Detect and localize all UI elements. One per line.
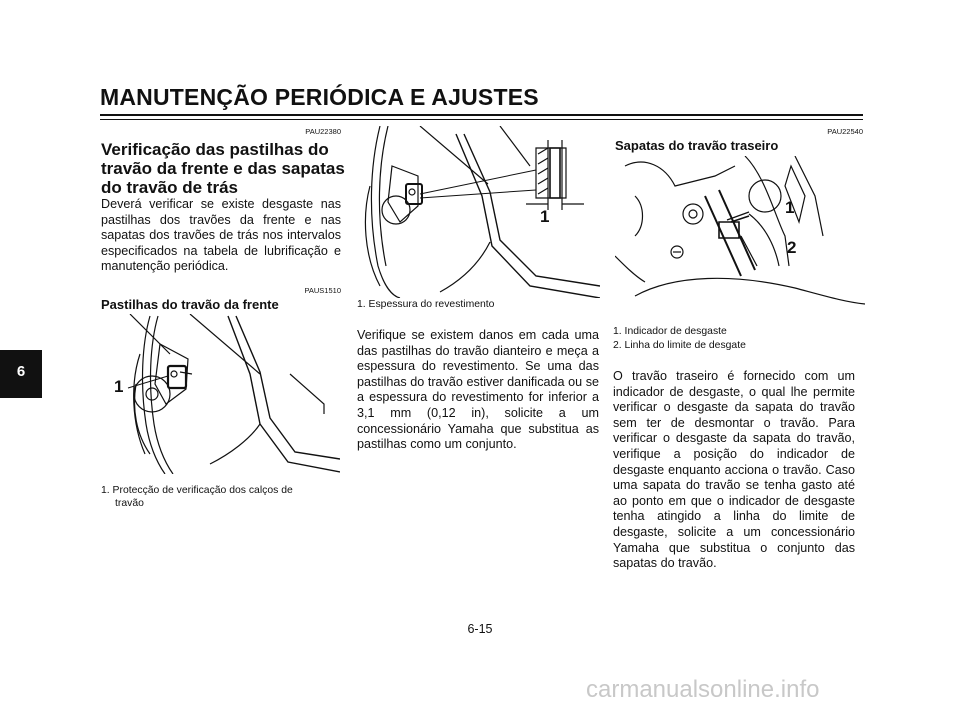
header-rule-thin xyxy=(100,119,863,120)
middle-paragraph: Verifique se existem danos em cada uma das pastilhas do travão dianteiro e meça a espessura do revestimento. Se uma das pastilhas do travão estiver danificada ou se a espessura do revestimento for inferior a 3,1 mm (0,12 in), solicite a um concessionário Yamaha que substitua as pastilhas como um conjunto. xyxy=(357,328,599,452)
rear-subheading: Sapatas do travão traseiro xyxy=(615,138,779,153)
caption-line: 1. Protecção de verificação dos calços de xyxy=(101,485,293,496)
figure-callout-middle: 1 xyxy=(540,207,550,226)
front-brake-figure xyxy=(110,314,340,474)
section-heading-line: travão da frente e das sapatas xyxy=(101,159,345,178)
section-code: PAU22380 xyxy=(305,127,341,136)
section-heading-line: Verificação das pastilhas do xyxy=(101,140,329,159)
rear-callout-2: 2 xyxy=(787,238,797,257)
rear-caption-2: 2. Linha do limite de desgate xyxy=(613,340,746,351)
rear-brake-figure xyxy=(615,156,865,306)
subsection-heading: Pastilhas do travão da frente xyxy=(101,297,279,312)
section-heading-line: do travão de trás xyxy=(101,178,238,197)
rear-caption-1: 1. Indicador de desgaste xyxy=(613,326,727,337)
rear-callout-1: 1 xyxy=(785,198,795,217)
figure-callout-1: 1 xyxy=(114,377,124,396)
pad-thickness-figure xyxy=(360,126,600,298)
caption-line-continued: travão xyxy=(115,498,144,509)
chapter-number: 6 xyxy=(16,363,26,380)
header-rule xyxy=(100,114,863,116)
page-number: 6-15 xyxy=(467,622,493,636)
rear-section-code: PAU22540 xyxy=(827,127,863,136)
watermark: carmanualsonline.info xyxy=(586,676,820,703)
rear-paragraph: O travão traseiro é fornecido com um indicador de desgaste, o qual lhe permite verificar o desgaste da sapata do travão sem ter de desmontar o travão. Para verificar o desgaste da sapata do travão, verifique a posição do indicador de desgaste enquanto acciona o travão. Caso uma sapata do travão se tenha gasto até ao ponto em que o indicador de desgaste tenha atingido a linha do limite de desgaste, solicite a um concessionário Yamaha que substitua o conjunto das sapatas do travão. xyxy=(613,369,855,571)
intro-paragraph: Deverá verificar se existe desgaste nas pastilhas dos travões da frente e nas sapatas dos travões de trás nos intervalos especificados na tabela de lubrificação e manutenção periódica. xyxy=(101,197,341,274)
subsection-code: PAUS1510 xyxy=(304,286,341,295)
page-header-title: MANUTENÇÃO PERIÓDICA E AJUSTES xyxy=(100,84,539,110)
section-heading xyxy=(101,140,351,197)
figure-caption-middle: 1. Espessura do revestimento xyxy=(357,299,495,310)
figure-caption xyxy=(101,484,341,510)
